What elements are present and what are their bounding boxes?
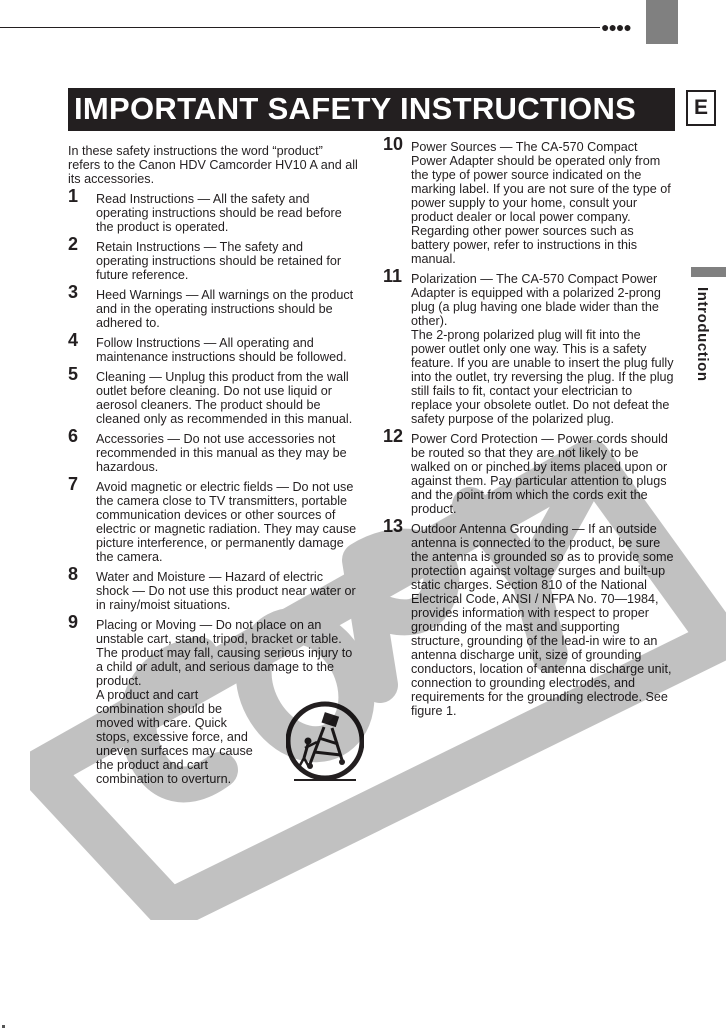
language-tab: E [686, 90, 716, 126]
item-continuation [96, 688, 358, 786]
header-dots-icon: ●●●● [601, 19, 631, 35]
list-item [68, 282, 358, 330]
item-number: 10 [383, 134, 404, 154]
item-number: 2 [68, 234, 79, 254]
title-bar [68, 88, 675, 131]
item-number: 13 [383, 516, 404, 536]
list-item [383, 134, 675, 266]
section-tab-bar [691, 267, 726, 277]
item-number: 8 [68, 564, 79, 584]
left-column [68, 144, 358, 792]
header-page-tab [646, 0, 678, 44]
item-number: 11 [383, 266, 403, 286]
item-text: Outdoor Antenna Grounding — If an outside antenna is connected to the product, be sure the antenna is grounded so as to provide some protection against voltage surges and built-up static charges. Section 810 of the National Electrical Code, ANSI / NFPA No. 70—1984, provides information with respect to proper grounding of the mast and supporting structure, grounding of the lead-in wire to an antenna discharge unit, size of grounding conductors, location of antenna discharge unit, connection to grounding electrodes, and requirements for the grounding electrode. See figure 1. [411, 522, 674, 718]
page-title: IMPORTANT SAFETY INSTRUCTIONS [74, 91, 637, 126]
list-item [68, 186, 358, 234]
list-item [383, 266, 675, 426]
item-number: 12 [383, 426, 404, 446]
item-text: Follow Instructions — All operating and maintenance instructions should be followed. [96, 336, 347, 364]
item-text: Heed Warnings — All warnings on the product and in the operating instructions should be adhered to. [96, 288, 354, 330]
item-text: Water and Moisture — Hazard of electric shock — Do not use this product near water or in rainy/moist situations. [96, 570, 356, 612]
item-text: Accessories — Do not use accessories not recommended in this manual as they may be hazardous. [96, 432, 347, 474]
list-item [68, 474, 358, 564]
list-item [68, 234, 358, 282]
list-item [68, 564, 358, 612]
item-text: Polarization — The CA-570 Compact Power Adapter is equipped with a polarized 2-prong plug (a plug having one blade wider than the other). [411, 272, 661, 328]
list-item [383, 516, 675, 718]
list-item [68, 364, 358, 426]
item-text: Retain Instructions — The safety and operating instructions should be retained for future reference. [96, 240, 342, 282]
item-text-continued: The 2-prong polarized plug will fit into the power outlet only one way. This is a safety feature. If you are unable to insert the plug fully into the outlet, try reversing the plug. If the plug still fails to fit, contact your electrician to replace your obsolete outlet. Do not defeat the safety purpose of the polarized plug. [411, 328, 674, 426]
cart-tip-over-warning-icon [286, 700, 364, 786]
item-number: 9 [68, 612, 79, 632]
list-item [68, 612, 358, 786]
list-item [383, 426, 675, 516]
item-number: 4 [68, 330, 79, 350]
item-number: 3 [68, 282, 79, 302]
item-number: 6 [68, 426, 79, 446]
list-item [68, 330, 358, 364]
section-label: Introduction [694, 287, 711, 382]
item-text: Read Instructions — All the safety and operating instructions should be read before the product is operated. [96, 192, 342, 234]
item-text: Power Sources — The CA-570 Compact Power Adapter should be operated only from the type of power source indicated on the marking label. If you are not sure of the type of power supply to your home, consult your product dealer or local power company. Regarding other power sources such as battery power, refer to instructions in this manual. [411, 140, 671, 266]
item-text: Power Cord Protection — Power cords should be routed so that they are not likely to be walked on or pinched by items placed upon or against them. Pay particular attention to plugs and the point from which the cords exit the product. [411, 432, 668, 516]
item-number: 1 [68, 186, 79, 206]
item-number: 5 [68, 364, 79, 384]
item-number: 7 [68, 474, 79, 494]
intro-paragraph: In these safety instructions the word “product” refers to the Canon HDV Camcorder HV10 A and all its accessories. [68, 144, 358, 186]
list-item [68, 426, 358, 474]
right-column [383, 134, 675, 724]
item-text: Placing or Moving — Do not place on an unstable cart, stand, tripod, bracket or table. The product may fall, causing serious injury to a child or adult, and serious damage to the product. [96, 618, 353, 688]
item-text: Cleaning — Unplug this product from the wall outlet before cleaning. Do not use liquid or aerosol cleaners. The product should be cleaned only as recommended in this manual. [96, 370, 353, 426]
corner-mark [2, 1025, 5, 1028]
header-rule [0, 27, 600, 28]
item-text-continued: A product and cart combination should be moved with care. Quick stops, excessive force, and uneven surfaces may cause the product and cart combination to overturn. [96, 688, 253, 786]
item-text: Avoid magnetic or electric fields — Do not use the camera close to TV transmitters, portable communication devices or other sources of electric or magnetic radiation. They may cause picture interference, or permanently damage the camera. [96, 480, 357, 564]
